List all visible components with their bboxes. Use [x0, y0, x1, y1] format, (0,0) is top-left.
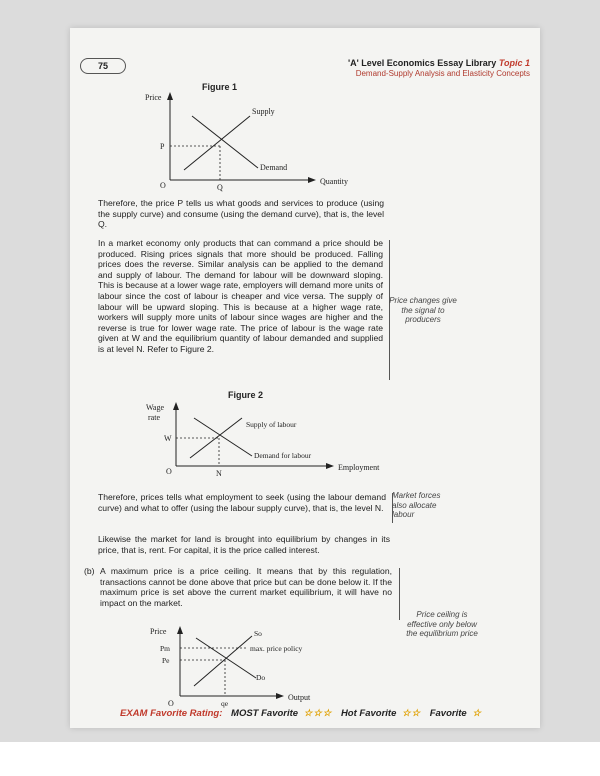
figure2-title: Figure 2 [228, 390, 264, 400]
page-bottom-margin [0, 742, 600, 776]
figure3-y-arrow [177, 626, 183, 634]
figure1-origin: O [160, 181, 166, 190]
favorite-stars: ☆ [472, 708, 482, 719]
most-favorite-stars: ☆☆☆ [303, 708, 333, 719]
figure3-supply-label: So [254, 629, 262, 638]
figure3-x-label: Output [288, 693, 311, 702]
figure1-title: Figure 1 [202, 82, 238, 92]
paragraph-employment: Therefore, prices tells what employment to seek (using the labour demand curve) and what to offer (using the labour supply curve), that is, the level N. [98, 492, 386, 513]
note3-brace [395, 568, 400, 620]
figure1-x-arrow [308, 177, 316, 183]
topic-label: Topic 1 [498, 58, 530, 68]
figure3-y-label: Price [150, 627, 167, 636]
figure3-demand-label: Do [256, 673, 266, 682]
rating-label: EXAM Favorite Rating: [120, 708, 223, 719]
figure1-y-arrow [167, 92, 173, 100]
library-title: 'A' Level Economics Essay Library [347, 58, 497, 68]
figure3-qe-tick: qe [221, 699, 229, 708]
figure2-y-label-2: rate [148, 413, 160, 422]
exam-favorite-rating [120, 708, 482, 719]
figure2-demand-label: Demand for labour [254, 451, 312, 460]
figure3-origin: O [168, 699, 174, 708]
figure2-chart [142, 400, 380, 482]
figure2-demand-curve [194, 418, 252, 456]
figure3-pe-tick: Pe [162, 656, 170, 665]
figure3-supply-curve [194, 636, 252, 686]
paragraph-market-economy: In a market economy only products that can command a price should be produced. Rising prices signals that more should be produced. Falling prices does the reverse. Similar analysis can be applied to the demand and supply of labour. The demand for labour will be downward sloping. This is because at a lower wage rate, employers will demand more units of labour since the cost of labour is cheaper and vice versa. The supply of labour will be upward sloping. This is because at a higher wage rate, workers will supply more units of labour since wages are higher and the reverse is true for lower wage rate. The price of labour is the wage rate given at W and the equilibrium quantity of labour demanded and supplied is at level N. Refer to Figure 2. [98, 238, 383, 354]
figure1-supply-label: Supply [252, 107, 275, 116]
paragraph-price-ceiling: A maximum price is a price ceiling. It means that by this regulation, transactions cannot be done above that price but can be done below it. If the maximum price is set above the current market equilibrium, it will have no impact on the market. [100, 566, 392, 608]
figure1-demand-curve [192, 116, 258, 168]
figure3-chart [140, 622, 370, 712]
most-favorite-label: MOST Favorite [231, 708, 299, 719]
figure1-quantity-tick: Q [217, 183, 223, 192]
figure1-supply-curve [184, 116, 250, 170]
figure3-policy-label: max. price policy [250, 644, 303, 653]
book-page [70, 28, 540, 728]
paragraph-land-capital: Likewise the market for land is brought into equilibrium by changes in its price, that is, rent. For capital, it is the price called interest. [98, 534, 390, 555]
figure2-origin: O [166, 467, 172, 476]
figure2-supply-label: Supply of labour [246, 420, 297, 429]
figure1-chart [120, 88, 360, 196]
figure3-pm-tick: Pm [160, 644, 171, 653]
paragraph-price-signal: Therefore, the price P tells us what goods and services to produce (using the supply curve) and consume (using the demand curve), that is, the level Q. [98, 198, 384, 230]
figure3-demand-curve [196, 638, 256, 678]
figure2-x-label: Employment [338, 463, 380, 472]
figure1-x-label: Quantity [320, 177, 348, 186]
item-label-b: (b) [84, 566, 95, 576]
header-title [270, 58, 530, 68]
figure3-x-arrow [276, 693, 284, 699]
figure1-price-tick: P [160, 142, 165, 151]
figure2-y-arrow [173, 402, 179, 410]
figure2-wage-tick: W [164, 434, 172, 443]
figure1-demand-label: Demand [260, 163, 288, 172]
margin-note-price-ceiling: Price ceiling is effective only below the equilibrium price [406, 610, 478, 638]
hot-favorite-label: Hot Favorite [340, 708, 397, 719]
figure1-y-label: Price [145, 93, 162, 102]
figure2-n-tick: N [216, 469, 222, 478]
hot-favorite-stars: ☆☆ [402, 708, 422, 719]
figure2-y-label-1: Wage [146, 403, 165, 412]
header-subtitle: Demand-Supply Analysis and Elasticity Concepts [355, 69, 530, 78]
page-number: 75 [80, 58, 126, 74]
figure2-x-arrow [326, 463, 334, 469]
margin-note-price-changes: Price changes give the signal to producers [389, 296, 457, 324]
favorite-label: Favorite [429, 708, 467, 719]
margin-note-market-forces: Market forces also allocate labour [392, 491, 441, 519]
